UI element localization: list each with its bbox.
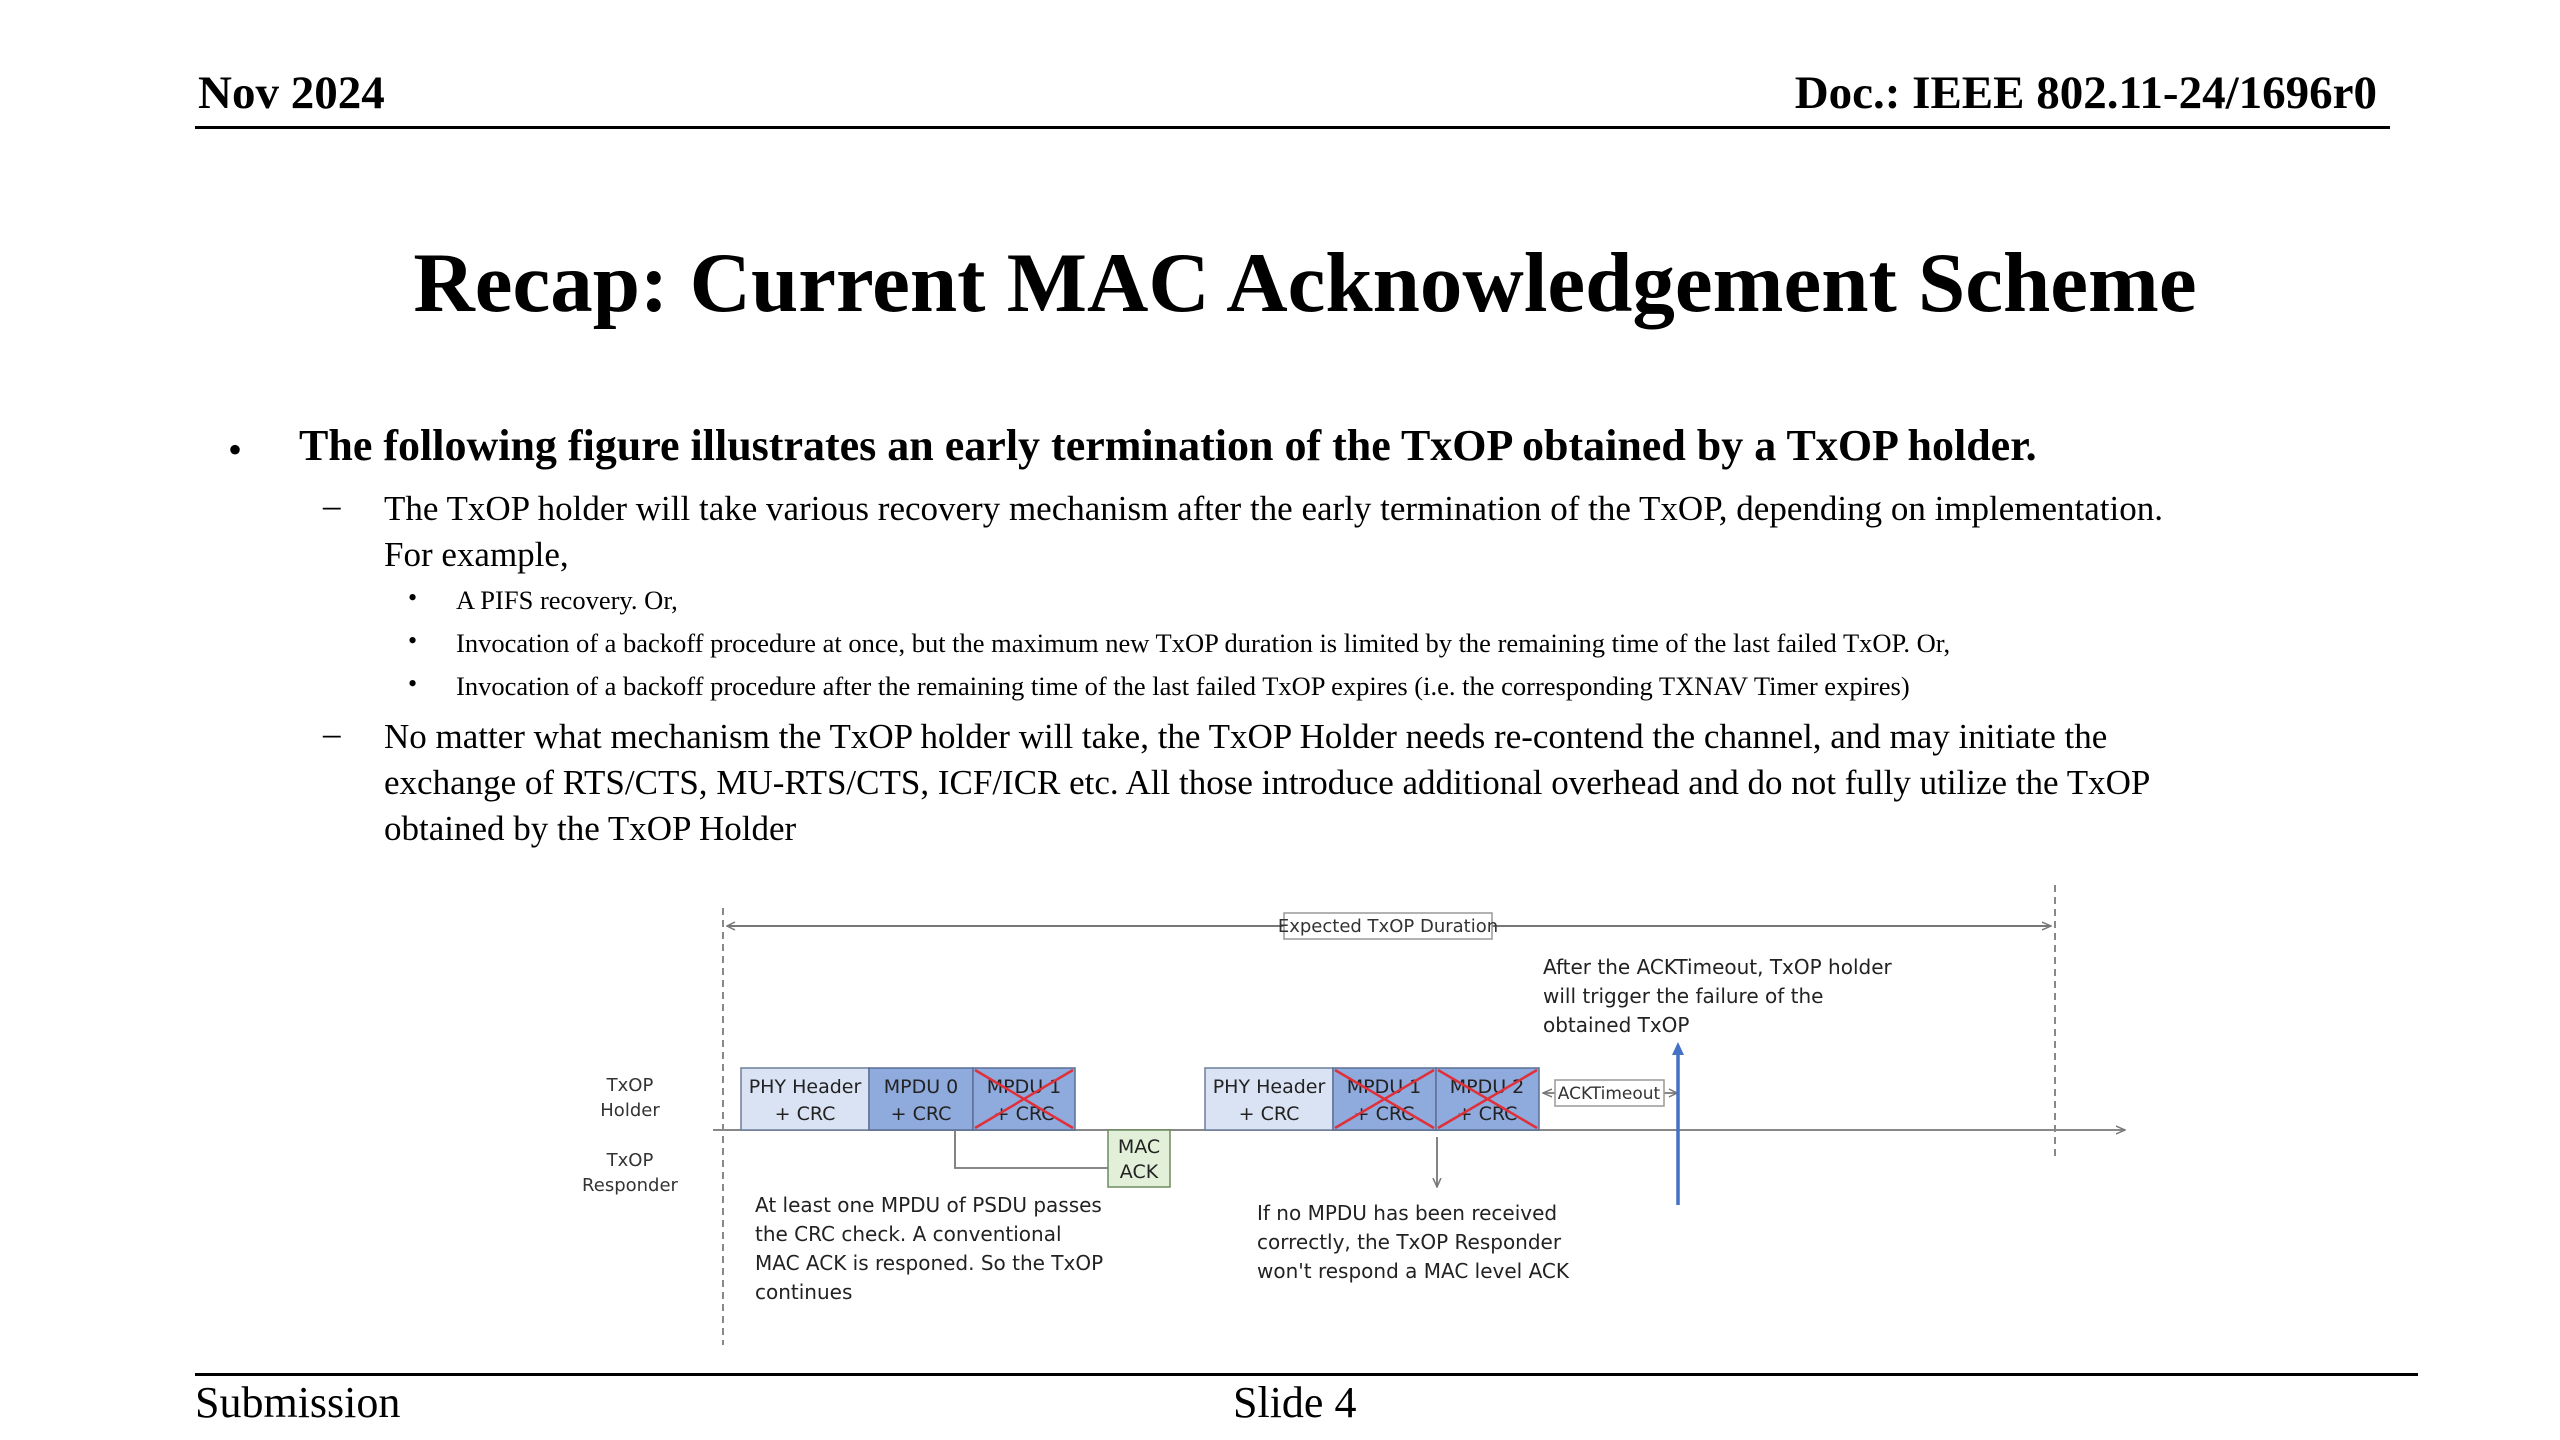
sub-bullet-2-line-2: exchange of RTS/CTS, MU-RTS/CTS, ICF/ICR etc. All those introduce additional overhead and do not fully utilize the TxOP — [384, 763, 2151, 802]
mpdu-1-label: MPDU 1 — [1346, 1076, 1422, 1098]
holder-label-line-1: TxOP — [606, 1075, 654, 1096]
subsub-bullet-1: A PIFS recovery. Or, — [456, 585, 678, 615]
sub-bullet-2-line-3: obtained by the TxOP Holder — [384, 809, 797, 848]
dash-marker: – — [323, 714, 341, 753]
subsub-dot: • — [408, 626, 418, 655]
footer-rule — [195, 1373, 2418, 1376]
holder-label-line-2: Holder — [600, 1100, 660, 1121]
mpdu-2-label: MPDU 2 — [1449, 1076, 1525, 1098]
note-no-ack-line-2: correctly, the TxOP Responder — [1257, 1230, 1562, 1254]
footer-submission: Submission — [195, 1378, 401, 1427]
note-timeout-line-1: After the ACKTimeout, TxOP holder — [1543, 955, 1892, 979]
subsub-bullet-3: Invocation of a backoff procedure after the remaining time of the last failed TxOP expires (i.e. the corresponding TXNAV Timer expires) — [456, 671, 1910, 701]
subsub-dot: • — [408, 669, 418, 698]
note-crc-pass-line-2: the CRC check. A conventional — [755, 1222, 1062, 1246]
sub-bullet-1-line-2: For example, — [384, 535, 569, 574]
mpdu-0-label: MPDU 0 — [883, 1076, 959, 1098]
ppdu-1 — [741, 1068, 1075, 1130]
phy-header-crc-label: + CRC — [1238, 1103, 1300, 1125]
dash-marker: – — [323, 486, 341, 525]
mpdu-1-crc-label: + CRC — [993, 1103, 1055, 1125]
subsub-dot: • — [408, 583, 418, 612]
responder-label-line-1: TxOP — [606, 1150, 654, 1171]
phy-header-crc-label: + CRC — [774, 1103, 836, 1125]
note-crc-pass-line-4: continues — [755, 1280, 853, 1304]
expected-duration-label: Expected TxOP Duration — [1277, 916, 1499, 937]
note-crc-pass-line-3: MAC ACK is responed. So the TxOP — [755, 1251, 1104, 1275]
ack-trigger-line — [955, 1130, 1108, 1168]
responder-label-line-2: Responder — [582, 1175, 678, 1196]
header-doc-id: Doc.: IEEE 802.11-24/1696r0 — [1794, 67, 2377, 119]
mpdu-1-crc-label: + CRC — [1353, 1103, 1415, 1125]
note-no-ack-line-1: If no MPDU has been received — [1257, 1201, 1558, 1225]
sub-bullet-1-line-1: The TxOP holder will take various recovery mechanism after the early termination of the TxOP, depending on implementation. — [384, 489, 2164, 528]
phy-header-label: PHY Header — [748, 1076, 862, 1098]
ack-timeout-label: ACKTimeout — [1557, 1084, 1661, 1104]
phy-header-label: PHY Header — [1212, 1076, 1326, 1098]
mpdu-1-label: MPDU 1 — [986, 1076, 1062, 1098]
subsub-bullet-2: Invocation of a backoff procedure at once, but the maximum new TxOP duration is limited by the remaining time of the last failed TxOP. Or, — [456, 628, 1951, 658]
mac-ack-label-line-2: ACK — [1119, 1161, 1159, 1183]
header-date: Nov 2024 — [198, 67, 385, 119]
mpdu-2-crc-label: + CRC — [1456, 1103, 1518, 1125]
mpdu-0-crc-label: + CRC — [890, 1103, 952, 1125]
bullet-main: The following figure illustrates an early termination of the TxOP obtained by a TxOP holder. — [299, 421, 2037, 470]
slide-title: Recap: Current MAC Acknowledgement Scheme — [413, 236, 2197, 330]
note-no-ack-line-3: won't respond a MAC level ACK — [1257, 1259, 1569, 1283]
footer-slide-number: Slide 4 — [1233, 1378, 1357, 1427]
note-timeout-line-2: will trigger the failure of the — [1543, 984, 1824, 1008]
note-crc-pass-line-1: At least one MPDU of PSDU passes — [755, 1193, 1102, 1217]
bullet-dot: • — [228, 427, 243, 472]
mac-ack-label-line-1: MAC — [1117, 1136, 1161, 1158]
note-timeout-line-3: obtained TxOP — [1543, 1013, 1690, 1037]
sub-bullet-2-line-1: No matter what mechanism the TxOP holder will take, the TxOP Holder needs re-contend the channel, and may initiate the — [384, 717, 2108, 756]
ppdu-2 — [1205, 1068, 1539, 1130]
